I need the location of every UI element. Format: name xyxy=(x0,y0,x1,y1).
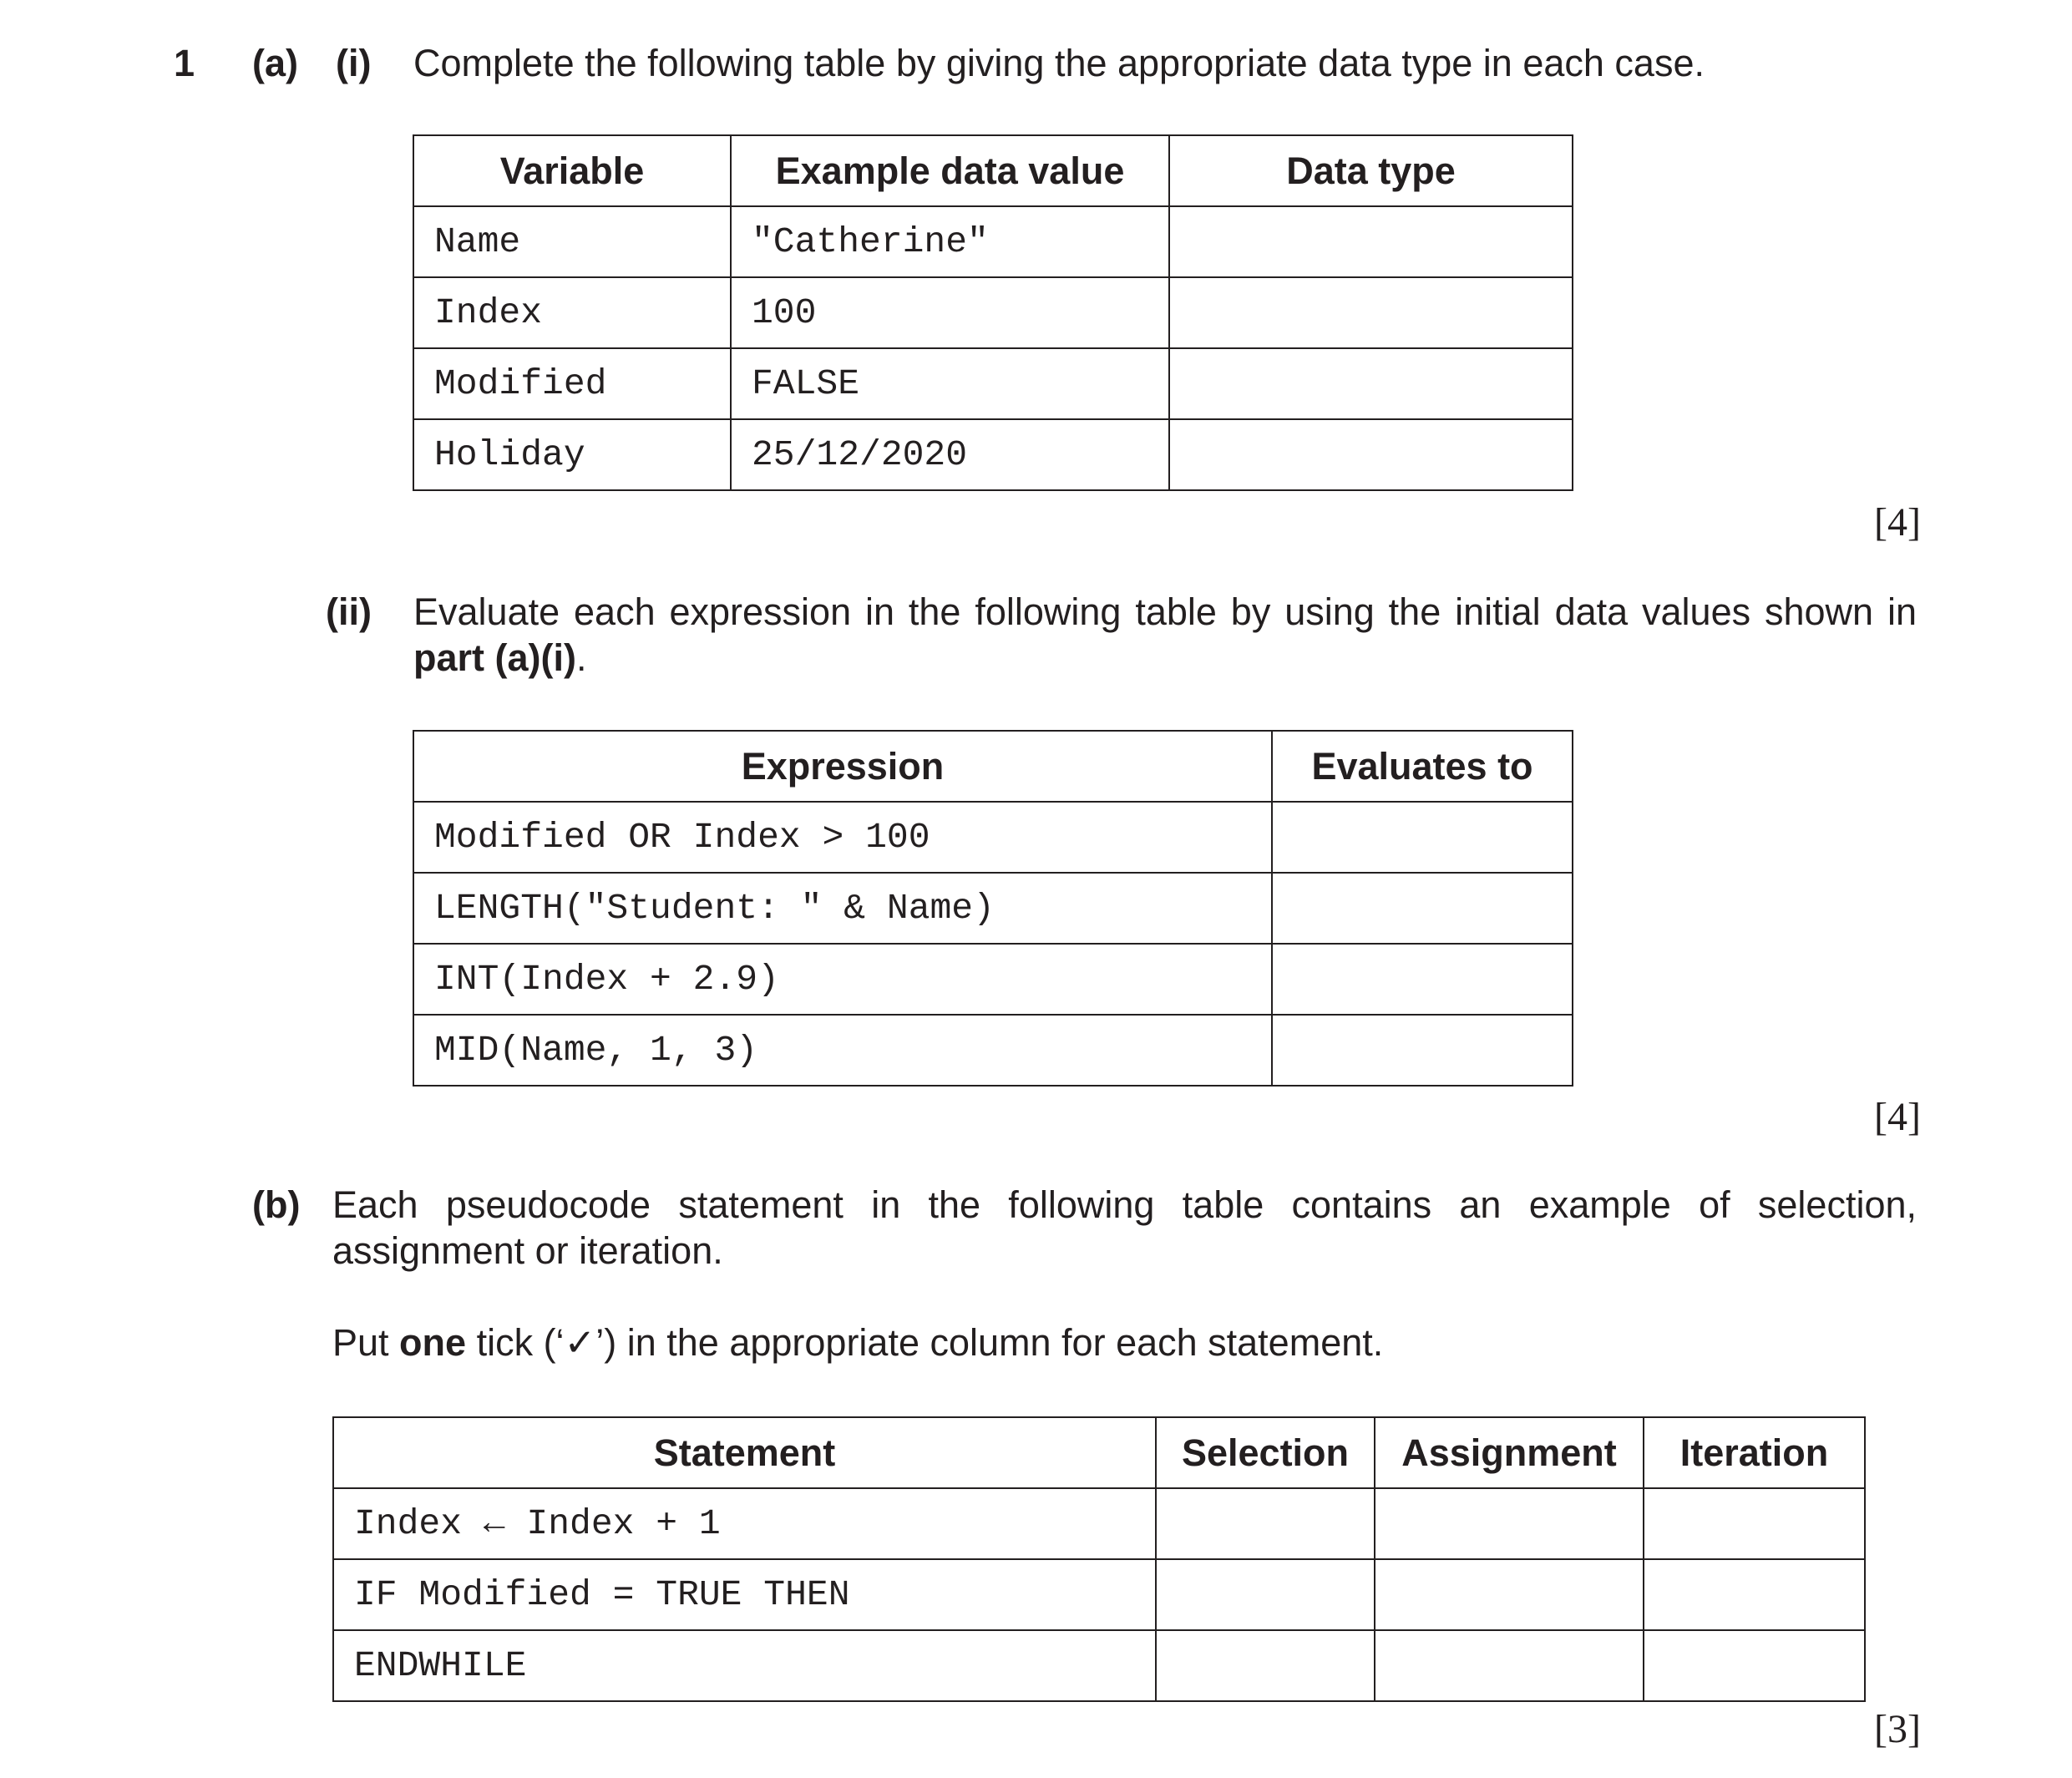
variable-cell: Name xyxy=(413,206,731,277)
evaluates-to-answer-cell[interactable] xyxy=(1272,1015,1573,1086)
marks-a-ii: [4] xyxy=(1874,1095,1921,1139)
part-a-ii-instruction-line2 xyxy=(413,635,587,681)
table-row xyxy=(413,206,1573,277)
data-type-answer-cell[interactable] xyxy=(1169,419,1573,490)
example-value-cell: FALSE xyxy=(731,348,1169,419)
table-row xyxy=(413,348,1573,419)
table-row xyxy=(333,1488,1865,1559)
statement-cell: IF Modified = TRUE THEN xyxy=(333,1559,1156,1630)
selection-tick-cell[interactable] xyxy=(1156,1630,1375,1701)
expression-cell: Modified OR Index > 100 xyxy=(413,802,1272,873)
evaluates-to-answer-cell[interactable] xyxy=(1272,944,1573,1015)
table-header-row xyxy=(333,1417,1865,1488)
statement-classification-table xyxy=(332,1416,1866,1702)
iteration-tick-cell[interactable] xyxy=(1644,1488,1865,1559)
table-row xyxy=(333,1559,1865,1630)
column-header-expression: Expression xyxy=(413,731,1272,802)
tick-instruction-post: tick (‘✓’) in the appropriate column for each statement. xyxy=(466,1321,1384,1364)
column-header-variable: Variable xyxy=(413,135,731,206)
data-type-answer-cell[interactable] xyxy=(1169,206,1573,277)
assignment-tick-cell[interactable] xyxy=(1375,1559,1644,1630)
expression-table xyxy=(413,730,1573,1087)
table-row xyxy=(413,419,1573,490)
iteration-tick-cell[interactable] xyxy=(1644,1630,1865,1701)
statement-cell: ENDWHILE xyxy=(333,1630,1156,1701)
data-type-answer-cell[interactable] xyxy=(1169,277,1573,348)
expression-cell: LENGTH("Student: " & Name) xyxy=(413,873,1272,944)
table-row xyxy=(413,277,1573,348)
column-header-data-type: Data type xyxy=(1169,135,1573,206)
column-header-iteration: Iteration xyxy=(1644,1417,1865,1488)
column-header-example-value: Example data value xyxy=(731,135,1169,206)
marks-a-i: [4] xyxy=(1874,500,1921,545)
variable-cell: Holiday xyxy=(413,419,731,490)
table-row xyxy=(413,1015,1573,1086)
table-header-row xyxy=(413,135,1573,206)
part-a-ii-label: (ii) xyxy=(326,590,372,633)
sentence-end: . xyxy=(576,636,587,679)
expression-cell: MID(Name, 1, 3) xyxy=(413,1015,1272,1086)
column-header-evaluates-to: Evaluates to xyxy=(1272,731,1573,802)
part-a-label: (a) xyxy=(252,42,298,84)
column-header-statement: Statement xyxy=(333,1417,1156,1488)
part-a-i-instruction: Complete the following table by giving the appropriate data type in each case. xyxy=(413,42,1705,84)
assignment-tick-cell[interactable] xyxy=(1375,1488,1644,1559)
question-number: 1 xyxy=(174,42,195,84)
example-value-cell: "Catherine" xyxy=(731,206,1169,277)
selection-tick-cell[interactable] xyxy=(1156,1488,1375,1559)
data-type-answer-cell[interactable] xyxy=(1169,348,1573,419)
data-type-table xyxy=(413,134,1573,491)
part-a-ii-instruction-line1: Evaluate each expression in the following table by using the initial data values shown in xyxy=(413,590,1917,633)
evaluates-to-answer-cell[interactable] xyxy=(1272,873,1573,944)
tick-instruction-pre: Put xyxy=(332,1321,400,1364)
evaluates-to-answer-cell[interactable] xyxy=(1272,802,1573,873)
column-header-assignment: Assignment xyxy=(1375,1417,1644,1488)
table-header-row xyxy=(413,731,1573,802)
tick-instruction-emphasis: one xyxy=(399,1321,467,1364)
iteration-tick-cell[interactable] xyxy=(1644,1559,1865,1630)
part-b-instruction-line2: assignment or iteration. xyxy=(332,1229,723,1272)
marks-b: [3] xyxy=(1874,1707,1921,1751)
selection-tick-cell[interactable] xyxy=(1156,1559,1375,1630)
table-row xyxy=(413,802,1573,873)
table-row xyxy=(413,944,1573,1015)
table-row xyxy=(333,1630,1865,1701)
variable-cell: Modified xyxy=(413,348,731,419)
variable-cell: Index xyxy=(413,277,731,348)
part-b-label: (b) xyxy=(252,1183,301,1226)
column-header-selection: Selection xyxy=(1156,1417,1375,1488)
tick-instruction xyxy=(332,1320,1383,1365)
expression-cell: INT(Index + 2.9) xyxy=(413,944,1272,1015)
table-row xyxy=(413,873,1573,944)
statement-cell: Index ← Index + 1 xyxy=(333,1488,1156,1559)
part-b-instruction-line1: Each pseudocode statement in the following table contains an example of selection, xyxy=(332,1183,1917,1226)
example-value-cell: 100 xyxy=(731,277,1169,348)
example-value-cell: 25/12/2020 xyxy=(731,419,1169,490)
assignment-tick-cell[interactable] xyxy=(1375,1630,1644,1701)
part-reference: part (a)(i) xyxy=(413,636,576,679)
part-a-i-label: (i) xyxy=(336,42,372,84)
